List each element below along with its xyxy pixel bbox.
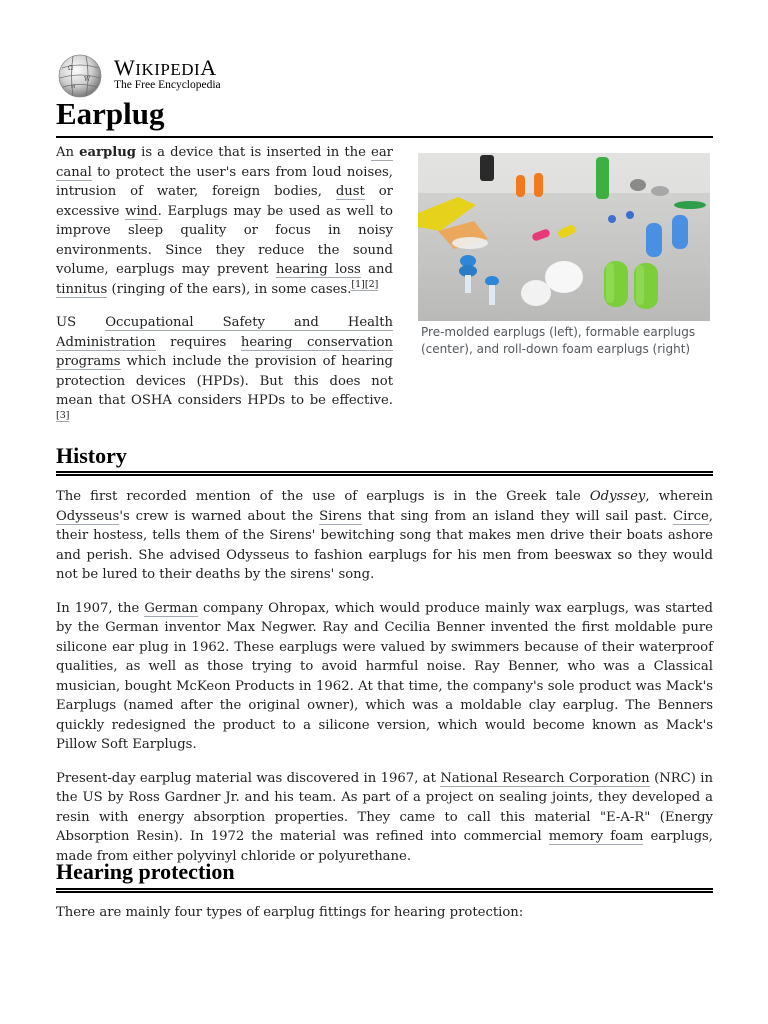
text-run: (ringing of the ears), in some cases. (107, 281, 352, 297)
figure-caption: Pre-molded earplugs (left), formable earplugs (center), and roll-down foam earplugs (right) (421, 325, 696, 356)
earplugs-photo[interactable] (418, 153, 710, 321)
wikipedia-wordmark: WIKIPEDIA (114, 55, 217, 80)
svg-text:W: W (84, 76, 91, 83)
intro-paragraph-2 (56, 313, 393, 430)
text-run: Present-day earplug material was discovered in 1967, at (56, 770, 441, 786)
citation-ref (351, 279, 378, 291)
heading-hearing-protection: Hearing protection (56, 859, 235, 884)
text-run: and (360, 262, 393, 277)
text-run: , wherein (645, 489, 713, 504)
link-tinnitus[interactable]: tinnitus (56, 281, 108, 297)
text-run: company Ohropax, which would produce mainly wax earplugs, was started by the German inventor Max Negwer. Ray and Cecilia Benner invented the first moldable pure silicone ear plug in 1962. These earplugs were valued by swimmers because of their waterproof qualities, as well as those trying to avoid harmful noise. Ray Benner, who was a Classical musician, bought McKeon Products in 1962. At that time, the company's sole product was Mack's Earplugs (named after the original owner), which was a moldable clay earplug. The Benners quickly redesigned the product to a silicone version, which would become known as Mack's Pillow Soft Earplugs. (56, 600, 713, 752)
text-run: US (56, 315, 106, 330)
text-run: In 1907, the (56, 600, 145, 616)
text-run: (NRC) in the US by Ross Gardner Jr. and his team. As part of a project on sealing joints, they developed a resin with energy absorption properties. They came to call this material "E-A-R" (Energy Absorption Resin). In 1972 the material was refined into commercial (56, 770, 713, 844)
text-run: that sing from an island they will sail past. (361, 508, 673, 524)
ref-link-3[interactable]: [3] (56, 410, 70, 422)
text-run: which include the provision of hearing protection devices (HPDs). But this does not mean that OSHA considers HPDs to be effective. (56, 354, 393, 408)
link-wind[interactable]: wind (125, 203, 158, 219)
text-run: earplugs, made from either polyvinyl chloride or polyurethane. (56, 829, 713, 864)
earplugs-figure (418, 153, 710, 358)
ref-link-2[interactable]: [2] (364, 279, 379, 291)
puzzle-globe-icon (56, 54, 104, 98)
svg-text:Ω: Ω (68, 65, 73, 72)
title-italic: Odyssey (589, 489, 646, 504)
term-bold: earplug (79, 145, 137, 160)
link-national-research-corporation[interactable]: National Research Corporation (440, 770, 650, 786)
history-paragraph-2 (56, 599, 713, 755)
text-run: 's crew is warned about the (119, 508, 320, 524)
history-divider (56, 471, 713, 476)
history-paragraph-3 (56, 769, 713, 867)
intro-paragraph-1 (56, 143, 393, 299)
page-title: Earplug (56, 96, 165, 131)
text-run: requires (155, 334, 241, 350)
text-run: The first recorded mention of the use of earplugs is in the Greek tale (56, 489, 590, 504)
link-circe[interactable]: Circe (672, 508, 709, 524)
link-dust[interactable]: dust (335, 184, 365, 199)
ref-link-1[interactable]: [1] (351, 279, 365, 291)
history-section (56, 487, 713, 866)
wikipedia-logo[interactable] (56, 52, 356, 98)
hearing-divider (56, 888, 713, 893)
link-ear-canal[interactable]: ear canal (56, 145, 393, 180)
text-run: An (56, 145, 80, 160)
link-odysseus[interactable]: Odysseus (56, 508, 120, 524)
hearing-section (56, 903, 713, 923)
citation-ref (56, 410, 69, 422)
link-sirens[interactable]: Sirens (319, 508, 362, 524)
link-hearing-loss[interactable]: hearing loss (276, 262, 361, 277)
text-run: , their hostess, tells them of the Sirens' bewitching song that makes men drive their boats ashore and perish. She advised Odysseus to fashion earplugs for his men from beeswax so they would not be lured to their deaths by the sirens' song. (56, 508, 713, 582)
text-run: or excessive (56, 184, 393, 219)
svg-text:И: И (71, 84, 76, 90)
heading-history: History (56, 443, 127, 468)
history-paragraph-1 (56, 487, 713, 585)
link-memory-foam[interactable]: memory foam (548, 829, 644, 844)
text-run: is a device that is inserted in the (136, 145, 372, 160)
title-divider (56, 136, 713, 138)
hearing-paragraph-1: There are mainly four types of earplug fittings for hearing protection: (56, 905, 524, 920)
intro-section (56, 143, 393, 430)
link-german[interactable]: German (144, 600, 198, 616)
text-run: . Earplugs may be used as well to improve sleep quality or focus in noisy environments. Since they reduce the sound volume, earplugs may prevent (56, 203, 393, 277)
link-osha[interactable]: Occupational Safety and Health Administration (56, 315, 393, 350)
wikipedia-tagline: The Free Encyclopedia (114, 79, 221, 91)
text-run: to protect the user's ears from loud noises, intrusion of water, foreign bodies, (56, 164, 393, 199)
link-hearing-conservation[interactable]: hearing conservation programs (56, 334, 393, 369)
